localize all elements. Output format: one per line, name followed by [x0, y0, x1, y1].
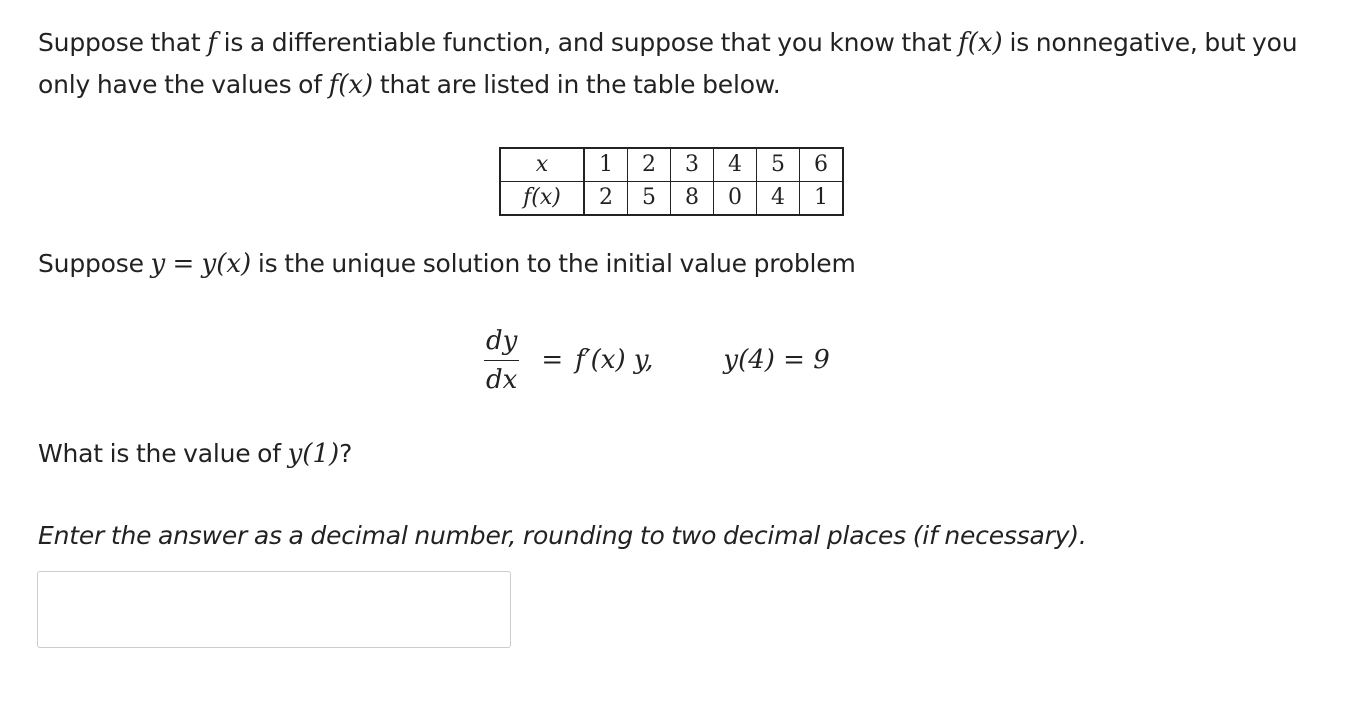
table-cell: 8 [671, 182, 714, 216]
fraction-denominator: dx [484, 360, 519, 395]
table-cell: 3 [671, 148, 714, 182]
table-cell: 4 [757, 182, 800, 216]
equation-rhs: f′(x) y, [575, 345, 654, 375]
problem-intro: Suppose that f is a differentiable function, and suppose that you know that f(x) is nonnegative, but you only have the values of f(x) that are listed in the table below. [38, 28, 1298, 100]
math-f: f [207, 28, 217, 58]
math-y-eq: y = y(x) [150, 249, 252, 279]
table-row-x [500, 148, 843, 182]
table-cell: 6 [800, 148, 844, 182]
table-cell: 5 [757, 148, 800, 182]
table-header-fx: f(x) [500, 182, 584, 216]
table-cell: 1 [800, 182, 844, 216]
table-cell: 5 [628, 182, 671, 216]
table-cell: 2 [584, 182, 628, 216]
values-table [499, 147, 844, 216]
fraction-numerator: dy [486, 325, 518, 356]
differential-equation [484, 320, 830, 400]
answer-input[interactable] [37, 571, 511, 648]
question-text: What is the value of y(1)? [38, 439, 353, 469]
ivp-intro: Suppose y = y(x) is the unique solution to the initial value problem [38, 249, 856, 279]
initial-condition: y(4) = 9 [723, 345, 830, 375]
table-header-x: x [500, 148, 584, 182]
math-y1: y(1) [287, 439, 340, 469]
table-cell: 0 [714, 182, 757, 216]
derivative-fraction [484, 326, 519, 395]
table-cell: 2 [628, 148, 671, 182]
table-cell: 4 [714, 148, 757, 182]
math-fx: f(x) [328, 70, 374, 100]
math-fx: f(x) [958, 28, 1003, 58]
table-cell: 1 [584, 148, 628, 182]
answer-instruction: Enter the answer as a decimal number, rounding to two decimal places (if necessary). [38, 521, 1087, 550]
table-row-fx [500, 182, 843, 216]
equals-sign: = [541, 345, 564, 375]
